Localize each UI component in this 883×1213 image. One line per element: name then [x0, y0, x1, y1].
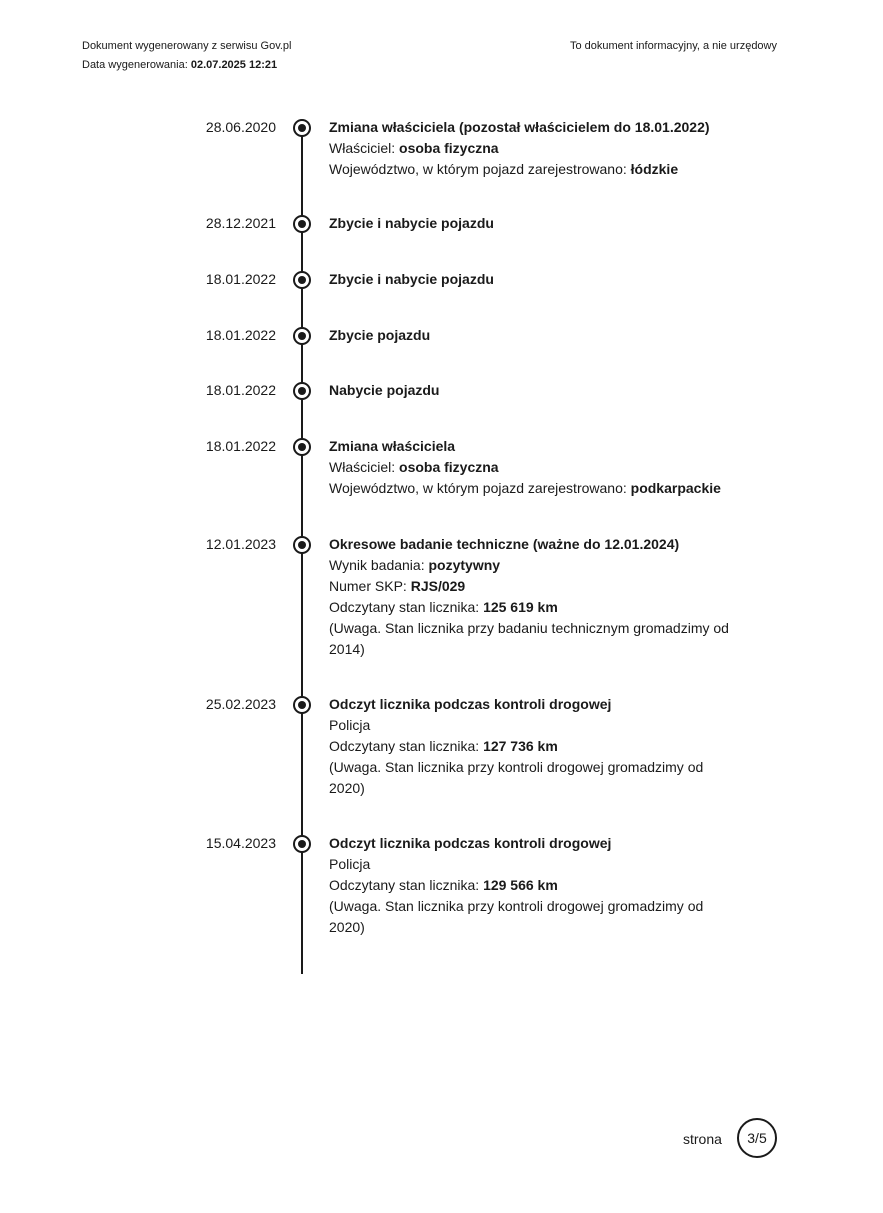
odometer-value: 125 619 km	[483, 599, 558, 615]
note-line: 2020)	[329, 780, 365, 796]
result-line	[329, 555, 739, 576]
event-title: Zmiana właściciela	[329, 438, 456, 454]
odometer-line	[329, 736, 739, 757]
timeline-marker-icon	[293, 835, 311, 853]
source-line: Policja	[329, 717, 371, 733]
event-date: 15.04.2023	[205, 835, 276, 851]
odometer-label: Odczytany stan licznika:	[329, 599, 480, 615]
event-date: 18.01.2022	[205, 382, 276, 398]
region-label: Województwo, w którym pojazd zarejestrowano:	[329, 480, 627, 496]
region-line	[329, 478, 739, 499]
odometer-value: 129 566 km	[483, 877, 558, 893]
odometer-line	[329, 875, 739, 896]
event-title: Odczyt licznika podczas kontroli drogowej	[329, 696, 612, 712]
result-value: pozytywny	[428, 557, 501, 573]
result-label: Wynik badania:	[329, 557, 425, 573]
event-date: 18.01.2022	[205, 271, 276, 287]
timeline-marker-icon	[293, 696, 311, 714]
event-title: Nabycie pojazdu	[329, 382, 440, 398]
event-title: Zmiana właściciela (pozostał właścicielem do 18.01.2022)	[329, 119, 710, 135]
event-details	[329, 534, 739, 660]
timeline-marker-icon	[293, 382, 311, 400]
event-details	[329, 833, 739, 938]
event-title: Okresowe badanie techniczne (ważne do 12.01.2024)	[329, 536, 680, 552]
odometer-value: 127 736 km	[483, 738, 558, 754]
page-label: strona	[683, 1131, 722, 1147]
event-details	[329, 117, 739, 180]
event-title: Zbycie i nabycie pojazdu	[329, 271, 494, 287]
region-value: podkarpackie	[630, 480, 721, 496]
event-title: Zbycie pojazdu	[329, 327, 431, 343]
timeline-marker-icon	[293, 536, 311, 554]
page-number-badge: 3/5	[737, 1118, 777, 1158]
event-date: 18.01.2022	[205, 438, 276, 454]
event-details	[329, 436, 739, 499]
event-date: 18.01.2022	[205, 327, 276, 343]
owner-label: Właściciel:	[329, 140, 396, 156]
owner-value: osoba fizyczna	[399, 140, 499, 156]
timeline-marker-icon	[293, 438, 311, 456]
generated-from-text: Dokument wygenerowany z serwisu Gov.pl	[82, 40, 292, 52]
owner-value: osoba fizyczna	[399, 459, 499, 475]
region-label: Województwo, w którym pojazd zarejestrowano:	[329, 161, 627, 177]
event-details	[329, 694, 739, 799]
note-line: 2014)	[329, 641, 365, 657]
timeline-marker-icon	[293, 215, 311, 233]
timeline-marker-icon	[293, 271, 311, 289]
event-date: 28.12.2021	[205, 215, 276, 231]
disclaimer-text: To dokument informacyjny, a nie urzędowy	[569, 40, 777, 52]
source-line: Policja	[329, 856, 371, 872]
region-value: łódzkie	[630, 161, 679, 177]
generated-date-label: Data wygenerowania:	[82, 59, 188, 71]
skp-line	[329, 576, 739, 597]
skp-label: Numer SKP:	[329, 578, 407, 594]
event-details	[329, 325, 739, 346]
event-details	[329, 380, 739, 401]
odometer-label: Odczytany stan licznika:	[329, 738, 480, 754]
event-details	[329, 213, 739, 234]
odometer-label: Odczytany stan licznika:	[329, 877, 480, 893]
note-line: 2020)	[329, 919, 365, 935]
note-line: (Uwaga. Stan licznika przy kontroli drogowej gromadzimy od	[329, 898, 704, 914]
region-line	[329, 159, 739, 180]
generated-date	[82, 56, 292, 75]
event-date: 28.06.2020	[205, 119, 276, 135]
note-line: (Uwaga. Stan licznika przy badaniu technicznym gromadzimy od	[329, 620, 729, 636]
skp-value: RJS/029	[410, 578, 466, 594]
event-date: 12.01.2023	[205, 536, 276, 552]
document-header-left	[82, 37, 292, 75]
timeline-marker-icon	[293, 119, 311, 137]
timeline-marker-icon	[293, 327, 311, 345]
note-line: (Uwaga. Stan licznika przy kontroli drogowej gromadzimy od	[329, 759, 704, 775]
event-title: Odczyt licznika podczas kontroli drogowej	[329, 835, 612, 851]
event-title: Zbycie i nabycie pojazdu	[329, 215, 494, 231]
owner-line	[329, 457, 739, 478]
owner-line	[329, 138, 739, 159]
event-details	[329, 269, 739, 290]
odometer-line	[329, 597, 739, 618]
generated-date-value: 02.07.2025 12:21	[190, 59, 278, 71]
owner-label: Właściciel:	[329, 459, 396, 475]
event-date: 25.02.2023	[205, 696, 276, 712]
